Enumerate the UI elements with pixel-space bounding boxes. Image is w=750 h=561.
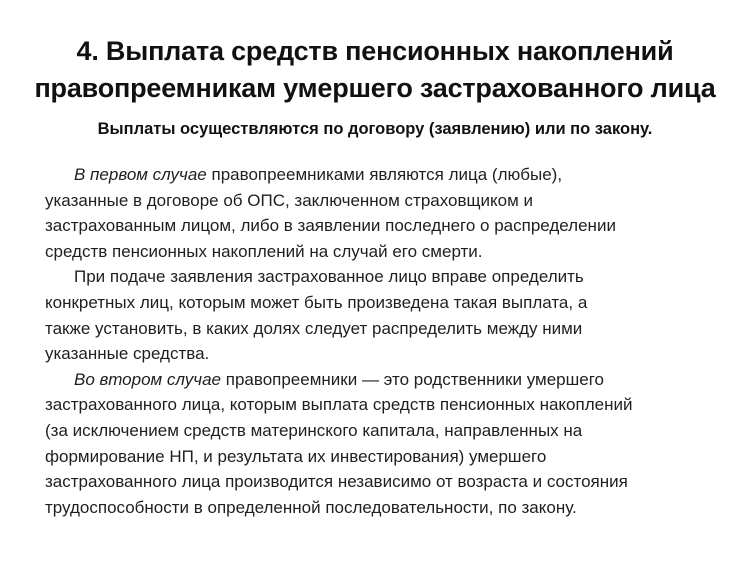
title-line-2: правопреемникам умершего застрахованного лица	[34, 73, 716, 103]
title-line-1: 4. Выплата средств пенсионных накоплений	[76, 36, 674, 66]
paragraph-2-line-3: также установить, в каких долях следует распределить между ними	[45, 318, 583, 338]
paragraph-3-line-5: застрахованного лица производится независимо от возраста и состояния	[45, 472, 628, 492]
paragraph-3-line-1	[45, 367, 725, 393]
paragraph-1-line-1	[45, 162, 725, 188]
paragraph-2-line-4: указанные средства.	[45, 344, 210, 364]
page-title	[20, 33, 730, 107]
paragraph-3-line-4: формирование НП, и результата их инвестирования) умершего	[45, 446, 547, 466]
paragraph-3-line-6: трудоспособности в определенной последовательности, по закону.	[45, 497, 577, 517]
subtitle: Выплаты осуществляются по договору (заявлению) или по закону.	[97, 120, 653, 138]
paragraph-1-line-1-rest: правопреемниками являются лица (любые),	[206, 165, 563, 184]
paragraph-1-line-2: указанные в договоре об ОПС, заключенном страховщиком и	[45, 190, 534, 210]
paragraph-1-line-3: застрахованным лицом, либо в заявлении последнего о распределении	[45, 216, 616, 236]
paragraph-3-line-1-rest: правопреемники — это родственники умершего	[221, 369, 604, 389]
body-text	[45, 162, 725, 520]
paragraph-2-line-1: При подаче заявления застрахованное лицо вправе определить	[74, 267, 584, 287]
paragraph-2-line-2: конкретных лиц, которым может быть произведена такая выплата, а	[45, 292, 588, 312]
paragraph-1-line-4: средств пенсионных накоплений на случай его смерти.	[45, 241, 483, 261]
paragraph-1-lead: В первом случае	[74, 165, 207, 184]
paragraph-3-line-2: застрахованного лица, которым выплата средств пенсионных накоплений	[45, 395, 633, 415]
paragraph-3-lead: Во втором случае	[74, 369, 222, 389]
paragraph-3-line-3: (за исключением средств материнского капитала, направленных на	[45, 420, 583, 440]
